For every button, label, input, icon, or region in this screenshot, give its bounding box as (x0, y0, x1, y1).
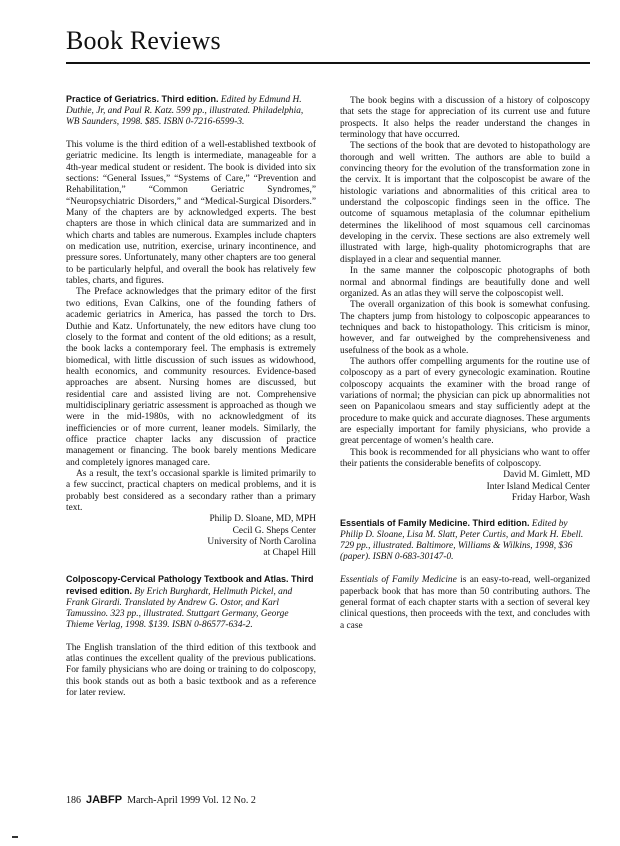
paragraph (340, 575, 590, 632)
signature-line: Philip D. Sloane, MD, MPH (209, 514, 316, 525)
header-rule (66, 62, 590, 64)
signature-line: at Chapel Hill (263, 548, 316, 559)
paragraph: In the same manner the colposcopic photographs of both normal and abnormal findings are beautifully done and well organized. As an atlas they will serve the colposcopist well. (340, 266, 590, 299)
signature-line: Inter Island Medical Center (486, 481, 590, 492)
paragraph: The Preface acknowledges that the primary editor of the first two editions, Evan Calkins, one of the founding fathers of academic geriatrics in America, has passed the torch to Drs. Duthie and Katz. Unfortunately, the new editors have clung too closely to the format and content of the old editions; as a result, the book lacks a contemporary feel. The emphasis is extremely biomedical, with little discussion of such issues as widowhood, health economics, and community resources. Evidence-based approaches are absent. Nursing homes are discussed, but residential care and assisted living are not. Comprehensive multidisciplinary geriatric assessment is approached as though we were in the mid-1980s, with no acknowledgment of its inefficiencies or of more current, leaner models. Similarly, the office practice chapter lacks any discussion of practice management or financing. The book barely mentions Medicare and completely ignores managed care. (66, 287, 316, 468)
signature-line: University of North Carolina (207, 537, 316, 548)
paragraph: The book begins with a discussion of a history of colposcopy that sets the stage for appreciation of its current use and future prospects. It also helps the reader understand the changes in terminology that have occurred. (340, 96, 590, 141)
paragraph: The sections of the book that are devoted to histopathology are thorough and well written. The authors are able to build a convincing theory for the evolution of the transformation zone in the cervix. It is important that the colposcopist be aware of the histologic variations and abnormalities of this critical area to understand the colposcopic findings seen in the office. The outcome of squamous metaplasia of the columnar epithelium determines the likelihood of most squamous cell carcinomas developing in the cervix. These sections are also extremely well illustrated with large, high-quality photomicrographs that are displayed in a clear and sequential manner. (340, 141, 590, 265)
review-meta: By Erich Burghardt, Hellmuth Pickel, and Frank Girardi. Translated by Andrew G. Ostor, and Karl Tamussino. 323 pp., illustrated. Stuttgart Germany, George Thieme Verlag, 1998. $139. ISBN 0-86577-634-2. (66, 586, 293, 630)
left-column (66, 94, 316, 699)
book-title: Essentials of Family Medicine (340, 575, 457, 586)
signature-line: Cecil G. Sheps Center (232, 525, 316, 536)
paragraph: This book is recommended for all physicians who want to offer their patients the considerable benefits of colposcopy. (340, 447, 590, 469)
review-citation (66, 94, 316, 128)
scan-mark (12, 836, 18, 838)
issue-info: March-April 1999 Vol. 12 No. 2 (127, 795, 256, 806)
paragraph: As a result, the text’s occasional sparkle is limited primarily to a few succinct, practical chapters on medical problems, and it is probably best considered as a secondary rather than a primary text. (66, 468, 316, 513)
paragraph: The authors offer compelling arguments for the routine use of colposcopy as a part of every gynecologic examination. Routine colposcopy acquaints the examiner with the broad range of variations of normal; the physician can pick up abnormalities not seen on Papanicolaou smears and stay sufficiently adept at the procedure to make quick and accurate diagnoses. These arguments are especially important for family physicians, who provide a great percentage of women’s health care. (340, 356, 590, 447)
paragraph: The English translation of the third edition of this textbook and atlas continues the excellent quality of the previous publications. For family physicians who are doing or training to do colposcopy, this book stands out as both a basic textbook and as a reference for later review. (66, 642, 316, 699)
paragraph-text: is an easy-to-read, well-organized paperback book that has more than 50 contributing authors. The general format of each chapter starts with a section of several key clinical questions, then proceeds with the text, and concludes with a case (340, 575, 591, 631)
right-column (340, 96, 590, 632)
signature-line: David M. Gimlett, MD (503, 470, 590, 481)
review-meta: Edited by Philip D. Sloane, Lisa M. Slatt, Peter Curtis, and Mark H. Ebell. 729 pp., illustrated. Baltimore, Williams & Wilkins, 1998, $36 (paper). ISBN 0-683-30147-0. (340, 519, 584, 563)
review-citation (66, 574, 316, 631)
page-number: 186 (66, 795, 81, 806)
review-title: Practice of Geriatrics. Third edition. (66, 94, 219, 104)
signature-line: Friday Harbor, Wash (511, 493, 590, 504)
review-meta: Edited by Edmund H. Duthie, Jr, and Paul R. Katz. 599 pp., illustrated. Philadelphia, WB Saunders, 1998. $85. ISBN 0-7216-6599-3. (66, 95, 304, 127)
paragraph: This volume is the third edition of a well-established textbook of geriatric medicine. Its length is intermediate, manageable for a 4th-year medical student or resident. The book is divided into six sections: “General Issues,” “Systems of Care,” “Prevention and Rehabilitation,” “Common Geriatric Syndromes,” “Neuropsychiatric Disorders,” and “Medical-Surgical Disorders.” Many of the chapters are by acknowledged experts. The best chapters are those in which clinical data are summarized and in which charts and tables are numerous. Examples include chapters on medication use, nutrition, exercise, urinary incontinence, and pressure sores. Unfortunately, many other chapters are too general to be particularly helpful, and overall the book has relatively few tables, charts, and figures. (66, 140, 316, 287)
journal-name: JABFP (86, 794, 123, 806)
paragraph: The overall organization of this book is somewhat confusing. The chapters jump from histology to colposcopic appearances to techniques and back to histopathology. This criticism is minor, however, and far outweighed by the comprehensiveness and usefulness of the book as a whole. (340, 300, 590, 356)
review-title: Colposcopy-Cervical Pathology Textbook and Atlas. Third revised edition. (66, 573, 314, 596)
review-citation (340, 518, 590, 563)
review-title: Essentials of Family Medicine. Third edition. (340, 518, 530, 529)
page-title: Book Reviews (66, 26, 221, 55)
page-footer (66, 794, 256, 806)
